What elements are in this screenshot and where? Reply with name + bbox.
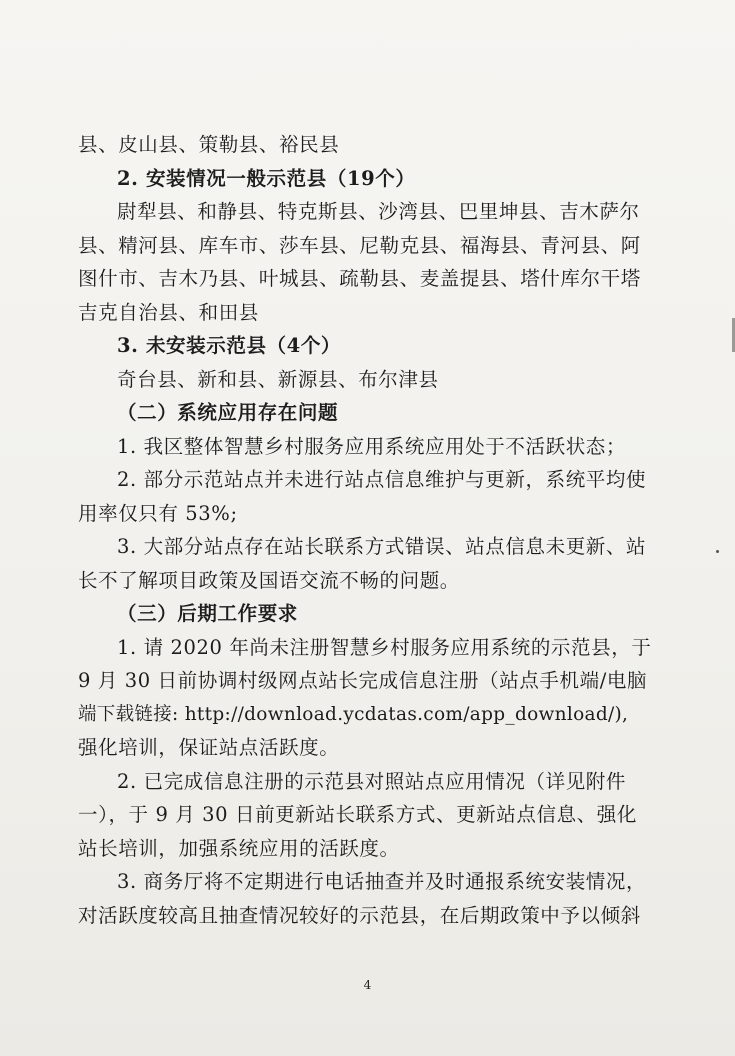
text-line: 一），于 9 月 30 日前更新站长联系方式、更新站点信息、强化 — [78, 803, 637, 826]
text-line: 县、皮山县、策勒县、裕民县 — [78, 133, 340, 156]
text-line: 1. 我区整体智慧乡村服务应用系统应用处于不活跃状态； — [117, 434, 627, 458]
text-line: 尉犁县、和静县、特克斯县、沙湾县、巴里坤县、吉木萨尔 — [117, 200, 640, 223]
text-line: 长不了解项目政策及国语交流不畅的问题。 — [78, 568, 460, 592]
section-heading: （二）系统应用存在问题 — [117, 401, 339, 424]
scan-speck — [716, 550, 719, 553]
text-line: 强化培训，保证站点活跃度。 — [78, 736, 340, 759]
text-line: 站长培训，加强系统应用的活跃度。 — [78, 836, 400, 860]
text-line: 1. 请 2020 年尚未注册智慧乡村服务应用系统的示范县，于 — [117, 635, 652, 659]
section-heading: 2. 安装情况一般示范县（19个） — [117, 166, 416, 190]
text-line: 2. 已完成信息注册的示范县对照站点应用情况（详见附件 — [117, 769, 627, 793]
text-line: 对活跃度较高且抽查情况较好的示范县，在后期政策中予以倾斜 — [78, 903, 641, 927]
section-heading: （三）后期工作要求 — [117, 602, 298, 625]
text-line: 3. 大部分站点存在站长联系方式错误、站点信息未更新、站 — [117, 535, 647, 558]
download-link-line: 端下载链接: http://download.ycdatas.com/app_download/), — [78, 703, 629, 725]
text-line: 用率仅只有 53%; — [78, 501, 238, 525]
text-line: 县、精河县、库车市、莎车县、尼勒克县、福海县、青河县、阿 — [78, 233, 641, 257]
text-line: 图什市、吉木乃县、叶城县、疏勒县、麦盖提县、塔什库尔干塔 — [78, 267, 641, 290]
text-line: 奇台县、新和县、新源县、布尔津县 — [117, 367, 439, 391]
section-heading: 3. 未安装示范县（4个） — [117, 334, 342, 357]
text-line: 3. 商务厅将不定期进行电话抽查并及时通报系统安装情况， — [117, 870, 647, 893]
document-body — [78, 128, 668, 932]
text-line: 2. 部分示范站点并未进行站点信息维护与更新，系统平均使 — [117, 468, 647, 491]
text-line: 9 月 30 日前协调村级网点站长完成信息注册（站点手机端/电脑 — [78, 669, 648, 692]
page-number: 4 — [363, 978, 372, 992]
text-line: 吉克自治县、和田县 — [78, 300, 259, 324]
